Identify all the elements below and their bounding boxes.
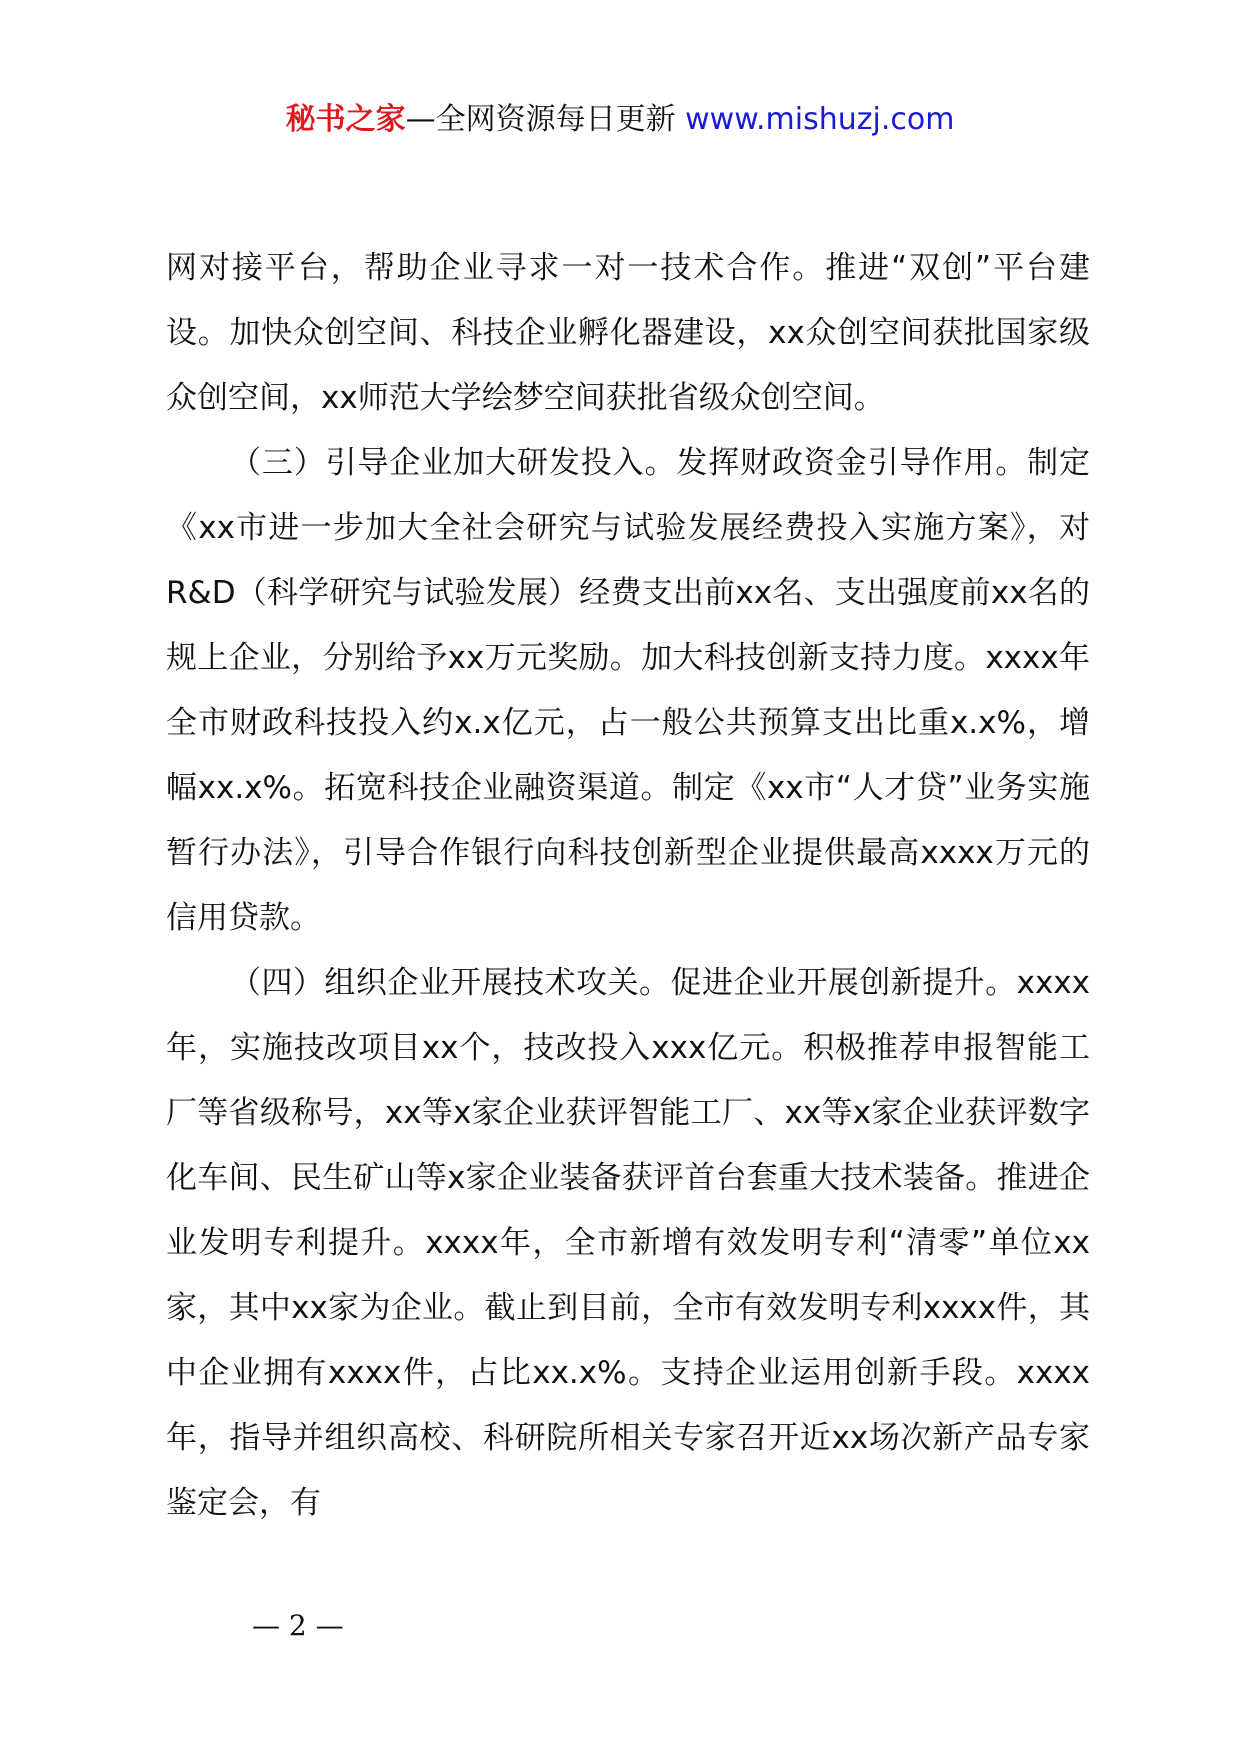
page-header bbox=[0, 100, 1240, 140]
site-brand: 秘书之家 bbox=[285, 102, 406, 137]
paragraph-section-three: （三）引导企业加大研发投入。发挥财政资金引导作用。制定《xx市进一步加大全社会研究与试验发展经费投入实施方案》，对R&D（科学研究与试验发展）经费支出前xx名、支出强度前xx名的规上企业，分别给予xx万元奖励。加大科技创新支持力度。xxxx年全市财政科技投入约x.x亿元，占一般公共预算支出比重x.x%，增幅xx.x%。拓宽科技企业融资渠道。制定《xx市“人才贷”业务实施暂行办法》，引导合作银行向科技创新型企业提供最高xxxx万元的信用贷款。 bbox=[166, 445, 1090, 936]
site-url-link[interactable]: www.mishuzj.com bbox=[685, 102, 955, 137]
page-number: — 2 — bbox=[252, 1609, 344, 1642]
paragraph-section-four: （四）组织企业开展技术攻关。促进企业开展创新提升。xxxx年，实施技改项目xx个，技改投入xxx亿元。积极推荐申报智能工厂等省级称号，xx等x家企业获评智能工厂、xx等x家企业获评数字化车间、民生矿山等x家企业装备获评首台套重大技术装备。推进企业发明专利提升。xxxx年，全市新增有效发明专利“清零”单位xx家，其中xx家为企业。截止到目前，全市有效发明专利xxxx件，其中企业拥有xxxx件，占比xx.x%。支持企业运用创新手段。xxxx年，指导并组织高校、科研院所相关专家召开近xx场次新产品专家鉴定会，有 bbox=[166, 965, 1090, 1521]
paragraph-continuation: 网对接平台，帮助企业寻求一对一技术合作。推进“双创”平台建设。加快众创空间、科技企业孵化器建设，xx众创空间获批国家级众创空间，xx师范大学绘梦空间获批省级众创空间。 bbox=[166, 250, 1090, 416]
document-body bbox=[166, 236, 1090, 1536]
site-slogan: —全网资源每日更新 bbox=[405, 102, 676, 137]
